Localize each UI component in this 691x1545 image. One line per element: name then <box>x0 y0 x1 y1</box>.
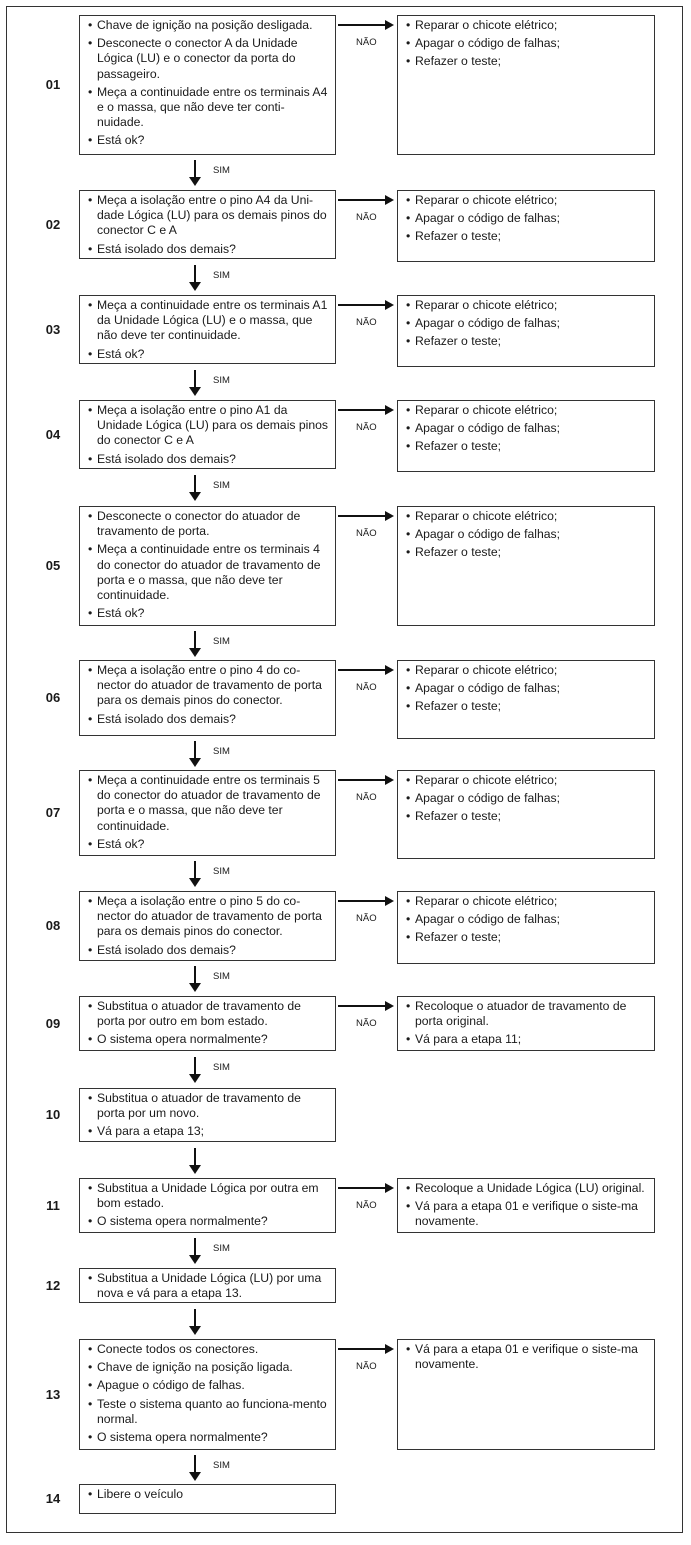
corrective-action-box <box>397 1339 655 1450</box>
down-arrow-icon <box>187 160 203 186</box>
bullet-icon: • <box>406 663 411 677</box>
no-label: NÃO <box>356 317 377 328</box>
list-item <box>406 211 648 226</box>
item-text: Apagar o código de falhas; <box>415 36 561 51</box>
item-text: Meça a continuidade entre os terminais A1 da Unidade Lógica (LU) e o massa, que não deve ter continuidade. <box>97 298 328 343</box>
bullet-icon: • <box>406 193 411 207</box>
item-text: Está ok? <box>97 133 145 148</box>
bullet-icon: • <box>88 18 93 32</box>
item-text: Recoloque o atuador de travamento de porta original. <box>415 999 627 1029</box>
list-item <box>88 999 329 1029</box>
bullet-icon: • <box>406 18 411 32</box>
item-text: Está isolado dos demais? <box>97 942 236 957</box>
list-item <box>88 894 329 940</box>
list-item <box>88 1124 329 1139</box>
list-item <box>406 681 648 696</box>
bullet-icon: • <box>88 403 93 417</box>
bullet-icon: • <box>88 133 93 148</box>
step-number: 07 <box>45 805 61 820</box>
bullet-icon: • <box>88 1360 93 1375</box>
step-number: 01 <box>45 77 61 92</box>
right-arrow-icon <box>338 299 394 311</box>
item-text: Está isolado dos demais? <box>97 241 236 256</box>
down-arrow-icon <box>187 265 203 291</box>
bullet-icon: • <box>406 1181 411 1195</box>
list-item <box>406 1181 648 1196</box>
item-text: Substitua a Unidade Lógica por outra em bom estado. <box>97 1181 319 1211</box>
no-label: NÃO <box>356 682 377 693</box>
step-number: 06 <box>45 690 61 705</box>
list-item <box>406 699 648 714</box>
list-item <box>406 439 648 454</box>
list-item <box>88 606 329 621</box>
down-arrow-icon <box>187 475 203 501</box>
yes-label: SIM <box>213 1062 230 1073</box>
item-text: Vá para a etapa 01 e verifique o siste-ma novamente. <box>415 1342 638 1372</box>
item-text: O sistema opera normalmente? <box>97 1214 268 1229</box>
down-arrow-icon <box>187 1309 203 1335</box>
next-step-connector <box>187 1309 247 1335</box>
item-text: Refazer o teste; <box>415 334 502 349</box>
no-branch-connector <box>338 895 394 925</box>
down-arrow-icon <box>187 741 203 767</box>
yes-label: SIM <box>213 1243 230 1254</box>
bullet-icon: • <box>406 316 411 331</box>
list-item <box>406 1342 648 1372</box>
item-text: Refazer o teste; <box>415 545 502 560</box>
bullet-icon: • <box>406 527 411 542</box>
step-number: 13 <box>45 1386 61 1402</box>
list-item <box>406 930 648 945</box>
bullet-icon: • <box>88 773 93 787</box>
list-item <box>406 36 648 51</box>
corrective-action-box <box>397 295 655 367</box>
list-item <box>406 316 648 331</box>
bullet-icon: • <box>406 545 411 560</box>
list-item <box>88 452 329 467</box>
yes-label: SIM <box>213 866 230 877</box>
corrective-action-box <box>397 1178 655 1233</box>
list-item <box>406 999 648 1029</box>
item-text: Recoloque a Unidade Lógica (LU) original. <box>415 1181 645 1195</box>
bullet-icon: • <box>406 791 411 806</box>
bullet-icon: • <box>88 542 93 557</box>
down-arrow-icon <box>187 1455 203 1481</box>
corrective-action-box <box>397 190 655 262</box>
no-branch-connector <box>338 510 394 540</box>
list-item <box>88 1342 329 1357</box>
bullet-icon: • <box>406 54 411 69</box>
item-text: Está isolado dos demais? <box>97 451 236 466</box>
no-branch-connector <box>338 19 394 49</box>
right-arrow-icon <box>338 1182 394 1194</box>
bullet-icon: • <box>406 912 411 927</box>
corrective-action-box <box>397 15 655 155</box>
yes-label: SIM <box>213 971 230 982</box>
list-item <box>88 18 329 33</box>
item-text: Meça a isolação entre o pino 4 do co-nector do atuador de travamento de porta para os demais pinos do conector. <box>97 663 322 708</box>
bullet-icon: • <box>88 1271 93 1285</box>
step-action-box <box>79 770 336 856</box>
down-arrow-icon <box>187 966 203 992</box>
bullet-icon: • <box>88 1214 93 1229</box>
list-item <box>88 1214 329 1229</box>
item-text: Reparar o chicote elétrico; <box>415 193 558 207</box>
item-text: Desconecte o conector do atuador de travamento de porta. <box>97 509 301 539</box>
yes-label: SIM <box>213 375 230 386</box>
list-item <box>88 1430 329 1445</box>
item-text: O sistema opera normalmente? <box>97 1430 268 1445</box>
bullet-icon: • <box>88 1091 93 1105</box>
bullet-icon: • <box>88 241 93 256</box>
yes-branch-connector <box>187 265 247 291</box>
step-number: 12 <box>45 1277 61 1293</box>
bullet-icon: • <box>88 1032 93 1047</box>
item-text: Reparar o chicote elétrico; <box>415 298 558 312</box>
yes-branch-connector <box>187 966 247 992</box>
bullet-icon: • <box>406 439 411 454</box>
right-arrow-icon <box>338 19 394 31</box>
item-text: Meça a continuidade entre os terminais A4 e o massa, que não deve ter conti-nuidade. <box>97 84 328 130</box>
no-branch-connector <box>338 194 394 224</box>
step-action-box <box>79 1178 336 1233</box>
yes-branch-connector <box>187 1455 247 1481</box>
right-arrow-icon <box>338 1343 394 1355</box>
yes-label: SIM <box>213 270 230 281</box>
item-text: Substitua o atuador de travamento de porta por um novo. <box>97 1091 301 1121</box>
bullet-icon: • <box>406 509 411 523</box>
item-text: Refazer o teste; <box>415 54 502 69</box>
list-item <box>88 193 329 239</box>
bullet-icon: • <box>88 298 93 312</box>
item-text: Teste o sistema quanto ao funciona-mento normal. <box>97 1396 327 1426</box>
bullet-icon: • <box>88 1487 93 1501</box>
no-label: NÃO <box>356 792 377 803</box>
item-text: Refazer o teste; <box>415 439 502 454</box>
bullet-icon: • <box>88 1342 93 1356</box>
step-action-box <box>79 891 336 961</box>
no-branch-connector <box>338 664 394 694</box>
item-text: Substitua o atuador de travamento de porta por outro em bom estado. <box>97 999 301 1029</box>
step-number: 02 <box>45 216 61 232</box>
no-branch-connector <box>338 1182 394 1212</box>
right-arrow-icon <box>338 664 394 676</box>
step-action-box <box>79 295 336 364</box>
item-text: Meça a isolação entre o pino A1 da Unidade Lógica (LU) para os demais pinos do conector C e A <box>97 403 329 448</box>
item-text: Apagar o código de falhas; <box>415 527 561 542</box>
list-item <box>88 943 329 958</box>
no-label: NÃO <box>356 528 377 539</box>
item-text: Chave de ignição na posição desligada. <box>97 18 313 32</box>
list-item <box>88 1487 329 1502</box>
list-item <box>406 1032 648 1047</box>
item-text: Desconecte o conector A da Unidade Lógica (LU) e o conector da porta do passageiro. <box>97 36 298 81</box>
list-item <box>88 403 329 449</box>
item-text: Refazer o teste; <box>415 930 502 945</box>
right-arrow-icon <box>338 895 394 907</box>
step-action-box <box>79 506 336 626</box>
yes-branch-connector <box>187 370 247 396</box>
list-item <box>406 809 648 824</box>
yes-branch-connector <box>187 1057 247 1083</box>
step-number: 14 <box>45 1491 61 1506</box>
no-label: NÃO <box>356 1200 377 1211</box>
item-text: Vá para a etapa 01 e verifique o siste-ma novamente. <box>415 1199 638 1229</box>
list-item <box>88 36 329 82</box>
list-item <box>406 421 648 436</box>
next-step-connector <box>187 1148 247 1174</box>
item-text: Meça a isolação entre o pino 5 do co-nector do atuador de travamento de porta para os demais pinos do conector. <box>97 894 322 939</box>
list-item <box>406 912 648 927</box>
step-number: 10 <box>45 1107 61 1122</box>
list-item <box>88 1397 329 1427</box>
corrective-action-box <box>397 891 655 964</box>
bullet-icon: • <box>88 1396 93 1411</box>
list-item <box>406 509 648 524</box>
step-action-box <box>79 996 336 1051</box>
item-text: Vá para a etapa 11; <box>415 1032 522 1047</box>
list-item <box>406 18 648 33</box>
step-number: 04 <box>45 426 61 442</box>
yes-branch-connector <box>187 475 247 501</box>
item-text: Reparar o chicote elétrico; <box>415 509 558 523</box>
bullet-icon: • <box>406 1342 411 1356</box>
bullet-icon: • <box>88 894 93 908</box>
list-item <box>406 193 648 208</box>
bullet-icon: • <box>88 1378 93 1393</box>
list-item <box>88 542 329 603</box>
list-item <box>88 1091 329 1121</box>
item-text: Apagar o código de falhas; <box>415 912 561 927</box>
yes-label: SIM <box>213 636 230 647</box>
item-text: Refazer o teste; <box>415 809 502 824</box>
bullet-icon: • <box>406 999 411 1013</box>
item-text: Reparar o chicote elétrico; <box>415 18 558 32</box>
down-arrow-icon <box>187 631 203 657</box>
bullet-icon: • <box>88 346 93 361</box>
list-item <box>406 1199 648 1229</box>
item-text: Refazer o teste; <box>415 229 502 244</box>
down-arrow-icon <box>187 861 203 887</box>
list-item <box>88 509 329 539</box>
list-item <box>88 1181 329 1211</box>
step-action-box <box>79 15 336 155</box>
item-text: Apagar o código de falhas; <box>415 791 561 806</box>
item-text: Reparar o chicote elétrico; <box>415 894 558 908</box>
no-branch-connector <box>338 299 394 329</box>
list-item <box>88 663 329 709</box>
bullet-icon: • <box>406 699 411 714</box>
corrective-action-box <box>397 996 655 1051</box>
step-action-box <box>79 1268 336 1303</box>
step-number: 09 <box>45 1015 61 1031</box>
yes-label: SIM <box>213 746 230 757</box>
no-branch-connector <box>338 404 394 434</box>
list-item <box>406 791 648 806</box>
item-text: Refazer o teste; <box>415 699 502 714</box>
item-text: Substitua a Unidade Lógica (LU) por uma nova e vá para a etapa 13. <box>97 1271 322 1301</box>
list-item <box>406 545 648 560</box>
down-arrow-icon <box>187 1238 203 1264</box>
bullet-icon: • <box>88 942 93 957</box>
list-item <box>88 773 329 834</box>
no-label: NÃO <box>356 422 377 433</box>
bullet-icon: • <box>88 1430 93 1445</box>
down-arrow-icon <box>187 1057 203 1083</box>
bullet-icon: • <box>406 298 411 312</box>
bullet-icon: • <box>406 894 411 908</box>
bullet-icon: • <box>406 930 411 945</box>
bullet-icon: • <box>406 334 411 349</box>
bullet-icon: • <box>406 1199 411 1214</box>
step-number: 08 <box>45 918 61 933</box>
no-branch-connector <box>338 1000 394 1030</box>
bullet-icon: • <box>88 663 93 677</box>
step-action-box <box>79 660 336 736</box>
yes-branch-connector <box>187 741 247 767</box>
list-item <box>406 298 648 313</box>
step-number: 03 <box>45 321 61 337</box>
list-item <box>406 229 648 244</box>
list-item <box>88 1360 329 1375</box>
list-item <box>406 773 648 788</box>
list-item <box>88 712 329 727</box>
list-item <box>406 663 648 678</box>
bullet-icon: • <box>406 211 411 226</box>
item-text: Meça a continuidade entre os terminais 5 do conector do atuador de travamento de porta e o massa, que não deve ter continuidade. <box>97 773 321 833</box>
bullet-icon: • <box>88 606 93 621</box>
bullet-icon: • <box>406 1032 411 1047</box>
list-item <box>88 1032 329 1047</box>
no-branch-connector <box>338 1343 394 1373</box>
item-text: Libere o veículo <box>97 1487 184 1501</box>
item-text: Reparar o chicote elétrico; <box>415 663 558 677</box>
item-text: Está isolado dos demais? <box>97 711 236 726</box>
corrective-action-box <box>397 400 655 472</box>
right-arrow-icon <box>338 1000 394 1012</box>
no-label: NÃO <box>356 1361 377 1372</box>
item-text: Meça a isolação entre o pino A4 da Uni-dade Lógica (LU) para os demais pinos do conector C e A <box>97 193 327 238</box>
right-arrow-icon <box>338 510 394 522</box>
bullet-icon: • <box>88 999 93 1013</box>
bullet-icon: • <box>406 681 411 696</box>
item-text: Vá para a etapa 13; <box>97 1124 205 1139</box>
list-item <box>88 242 329 257</box>
yes-label: SIM <box>213 480 230 491</box>
no-label: NÃO <box>356 37 377 48</box>
list-item <box>406 527 648 542</box>
list-item <box>88 1271 329 1301</box>
item-text: Apague o código de falhas. <box>97 1378 245 1393</box>
list-item <box>406 334 648 349</box>
item-text: Está ok? <box>97 606 145 621</box>
item-text: Conecte todos os conectores. <box>97 1342 259 1356</box>
list-item <box>88 347 329 362</box>
right-arrow-icon <box>338 404 394 416</box>
list-item <box>88 837 329 852</box>
bullet-icon: • <box>88 711 93 726</box>
down-arrow-icon <box>187 1148 203 1174</box>
bullet-icon: • <box>406 773 411 787</box>
bullet-icon: • <box>406 229 411 244</box>
step-action-box <box>79 1339 336 1450</box>
bullet-icon: • <box>88 84 93 99</box>
bullet-icon: • <box>88 1124 93 1139</box>
yes-branch-connector <box>187 1238 247 1264</box>
bullet-icon: • <box>406 36 411 51</box>
down-arrow-icon <box>187 370 203 396</box>
no-label: NÃO <box>356 913 377 924</box>
list-item <box>88 85 329 131</box>
bullet-icon: • <box>406 421 411 436</box>
no-branch-connector <box>338 774 394 804</box>
bullet-icon: • <box>88 193 93 207</box>
item-text: Apagar o código de falhas; <box>415 681 561 696</box>
list-item <box>88 298 329 344</box>
right-arrow-icon <box>338 774 394 786</box>
item-text: Chave de ignição na posição ligada. <box>97 1360 293 1375</box>
item-text: Está ok? <box>97 346 145 361</box>
right-arrow-icon <box>338 194 394 206</box>
step-action-box <box>79 1484 336 1514</box>
item-text: Meça a continuidade entre os terminais 4 do conector do atuador de travamento de porta e o massa, que não deve ter continuidade. <box>97 542 321 603</box>
list-item <box>406 403 648 418</box>
list-item <box>406 54 648 69</box>
item-text: Reparar o chicote elétrico; <box>415 403 558 417</box>
yes-branch-connector <box>187 160 247 186</box>
step-action-box <box>79 400 336 469</box>
bullet-icon: • <box>88 451 93 466</box>
bullet-icon: • <box>88 36 93 51</box>
corrective-action-box <box>397 506 655 626</box>
list-item <box>406 894 648 909</box>
bullet-icon: • <box>406 809 411 824</box>
bullet-icon: • <box>88 836 93 851</box>
list-item <box>88 1378 329 1393</box>
item-text: Apagar o código de falhas; <box>415 421 561 436</box>
yes-label: SIM <box>213 165 230 176</box>
item-text: Apagar o código de falhas; <box>415 316 561 331</box>
no-label: NÃO <box>356 212 377 223</box>
corrective-action-box <box>397 660 655 739</box>
item-text: Reparar o chicote elétrico; <box>415 773 558 787</box>
step-action-box <box>79 190 336 259</box>
yes-label: SIM <box>213 1460 230 1471</box>
step-action-box <box>79 1088 336 1142</box>
no-label: NÃO <box>356 1018 377 1029</box>
bullet-icon: • <box>88 509 93 523</box>
bullet-icon: • <box>88 1181 93 1195</box>
item-text: Está ok? <box>97 836 145 851</box>
corrective-action-box <box>397 770 655 859</box>
yes-branch-connector <box>187 861 247 887</box>
item-text: O sistema opera normalmente? <box>97 1032 268 1047</box>
step-number: 05 <box>45 558 61 573</box>
bullet-icon: • <box>406 403 411 417</box>
yes-branch-connector <box>187 631 247 657</box>
step-number: 11 <box>46 1197 60 1213</box>
list-item <box>88 133 329 148</box>
item-text: Apagar o código de falhas; <box>415 211 561 226</box>
